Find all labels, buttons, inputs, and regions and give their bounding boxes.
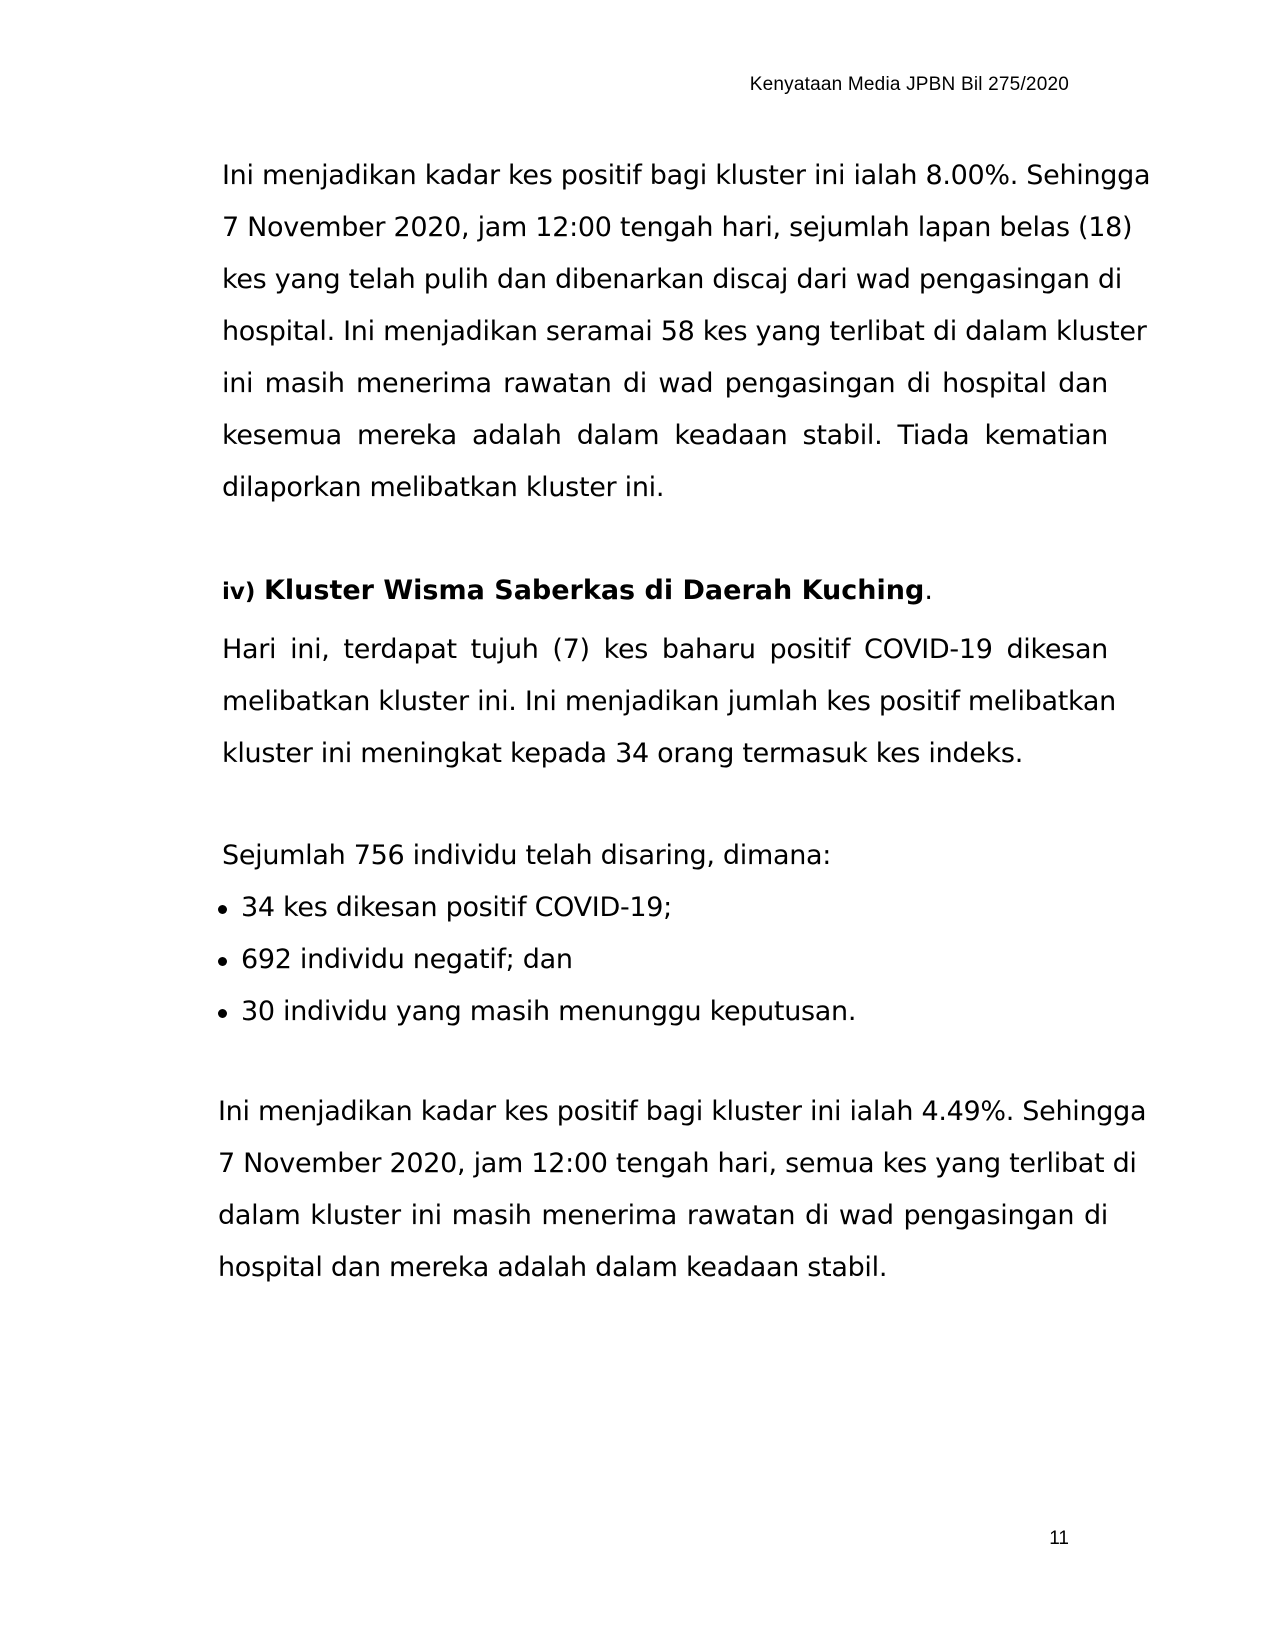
paragraph-new-cases bbox=[222, 624, 1116, 780]
paragraph-line: ini masih menerima rawatan di wad pengasingan di hospital dan bbox=[222, 368, 1108, 399]
paragraph-line: hospital dan mereka adalah dalam keadaan stabil. bbox=[218, 1252, 888, 1283]
paragraph-cluster-summary bbox=[222, 150, 1151, 514]
page-number: 11 bbox=[1049, 1528, 1069, 1549]
bullet-icon bbox=[218, 905, 227, 914]
paragraph-line: Ini menjadikan kadar kes positif bagi kluster ini ialah 4.49%. Sehingga bbox=[218, 1096, 1147, 1127]
list-item bbox=[218, 882, 856, 934]
paragraph-line: 7 November 2020, jam 12:00 tengah hari, sejumlah lapan belas (18) bbox=[222, 212, 1133, 243]
paragraph-line: dalam kluster ini masih menerima rawatan di wad pengasingan di bbox=[218, 1200, 1108, 1231]
section-title: Kluster Wisma Saberkas di Daerah Kuching bbox=[263, 575, 925, 606]
paragraph-line: dilaporkan melibatkan kluster ini. bbox=[222, 472, 665, 503]
paragraph-line: kes yang telah pulih dan dibenarkan discaj dari wad pengasingan di bbox=[222, 264, 1122, 295]
paragraph-line: Hari ini, terdapat tujuh (7) kes baharu positif COVID-19 dikesan bbox=[222, 634, 1108, 665]
bullet-icon bbox=[218, 1009, 227, 1018]
section-heading bbox=[222, 572, 933, 611]
list-item bbox=[218, 986, 856, 1038]
screening-list bbox=[218, 882, 856, 1038]
section-number: iv) bbox=[222, 579, 256, 605]
paragraph-line: kluster ini meningkat kepada 34 orang termasuk kes indeks. bbox=[222, 738, 1023, 769]
screening-intro: Sejumlah 756 individu telah disaring, dimana: bbox=[222, 840, 832, 871]
bullet-icon bbox=[218, 957, 227, 966]
paragraph-line: melibatkan kluster ini. Ini menjadikan jumlah kes positif melibatkan bbox=[222, 686, 1116, 717]
paragraph-line: hospital. Ini menjadikan seramai 58 kes yang terlibat di dalam kluster bbox=[222, 316, 1147, 347]
list-item-text: 30 individu yang masih menunggu keputusan. bbox=[241, 996, 857, 1027]
section-suffix: . bbox=[924, 575, 933, 606]
paragraph-line: Ini menjadikan kadar kes positif bagi kluster ini ialah 8.00%. Sehingga bbox=[222, 160, 1151, 191]
list-item bbox=[218, 934, 856, 986]
paragraph-line: 7 November 2020, jam 12:00 tengah hari, semua kes yang terlibat di bbox=[218, 1148, 1137, 1179]
document-header: Kenyataan Media JPBN Bil 275/2020 bbox=[749, 74, 1069, 95]
paragraph-positive-rate bbox=[218, 1086, 1147, 1294]
paragraph-line: kesemua mereka adalah dalam keadaan stabil. Tiada kematian bbox=[222, 420, 1108, 451]
list-item-text: 692 individu negatif; dan bbox=[241, 944, 573, 975]
list-item-text: 34 kes dikesan positif COVID-19; bbox=[241, 892, 672, 923]
